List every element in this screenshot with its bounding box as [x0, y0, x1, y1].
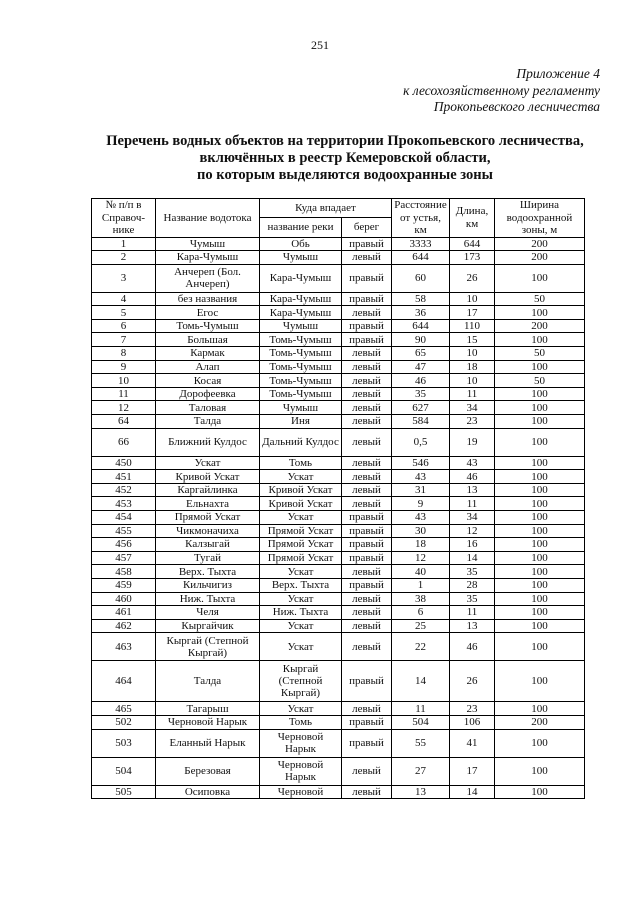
table-row [92, 319, 585, 333]
cell-name: Талда [156, 415, 260, 429]
cell-distance: 584 [392, 415, 450, 429]
cell-distance: 65 [392, 347, 450, 361]
cell-num: 1 [92, 237, 156, 251]
cell-length: 11 [450, 497, 495, 511]
header-bank: берег [342, 218, 392, 237]
cell-distance: 22 [392, 633, 450, 661]
cell-bank: правый [342, 661, 392, 702]
cell-name: Чикмоначиха [156, 524, 260, 538]
cell-length: 34 [450, 401, 495, 415]
cell-bank: правый [342, 333, 392, 347]
cell-distance: 11 [392, 702, 450, 716]
cell-bank: левый [342, 470, 392, 484]
cell-distance: 14 [392, 661, 450, 702]
cell-distance: 35 [392, 387, 450, 401]
cell-num: 3 [92, 264, 156, 292]
cell-width: 100 [495, 264, 585, 292]
cell-distance: 36 [392, 306, 450, 320]
cell-num: 5 [92, 306, 156, 320]
table-row [92, 511, 585, 525]
table-row [92, 428, 585, 456]
cell-width: 50 [495, 347, 585, 361]
cell-length: 43 [450, 456, 495, 470]
cell-num: 12 [92, 401, 156, 415]
cell-num: 11 [92, 387, 156, 401]
cell-river: Томь-Чумыш [260, 333, 342, 347]
cell-bank: левый [342, 785, 392, 799]
cell-distance: 644 [392, 319, 450, 333]
table-row [92, 633, 585, 661]
cell-length: 644 [450, 237, 495, 251]
cell-name: Кармак [156, 347, 260, 361]
cell-num: 66 [92, 428, 156, 456]
cell-width: 100 [495, 428, 585, 456]
cell-distance: 504 [392, 715, 450, 729]
table-row [92, 592, 585, 606]
cell-distance: 47 [392, 360, 450, 374]
cell-river: Ускат [260, 619, 342, 633]
cell-bank: левый [342, 483, 392, 497]
cell-river: Черновой Нарык [260, 729, 342, 757]
cell-bank: левый [342, 306, 392, 320]
cell-distance: 46 [392, 374, 450, 388]
cell-river: Иня [260, 415, 342, 429]
cell-distance: 644 [392, 251, 450, 265]
cell-distance: 1 [392, 578, 450, 592]
header-distance: Расстояние от устья, км [392, 199, 450, 238]
table-row [92, 715, 585, 729]
cell-river: Томь [260, 715, 342, 729]
cell-bank: левый [342, 757, 392, 785]
cell-width: 100 [495, 470, 585, 484]
cell-width: 100 [495, 415, 585, 429]
cell-bank: правый [342, 319, 392, 333]
table-row [92, 578, 585, 592]
cell-width: 100 [495, 702, 585, 716]
cell-name: Челя [156, 606, 260, 620]
title-line-3: по которым выделяются водоохранные зоны [197, 167, 493, 183]
cell-length: 41 [450, 729, 495, 757]
cell-bank: левый [342, 415, 392, 429]
cell-name: Алап [156, 360, 260, 374]
appendix-line-1: Приложение 4 [516, 66, 600, 81]
cell-distance: 9 [392, 497, 450, 511]
cell-num: 502 [92, 715, 156, 729]
table-row [92, 470, 585, 484]
cell-num: 64 [92, 415, 156, 429]
cell-width: 100 [495, 633, 585, 661]
cell-length: 18 [450, 360, 495, 374]
cell-bank: правый [342, 524, 392, 538]
cell-width: 100 [495, 785, 585, 799]
cell-length: 110 [450, 319, 495, 333]
cell-bank: левый [342, 347, 392, 361]
cell-name: Дорофеевка [156, 387, 260, 401]
cell-river: Кривой Ускат [260, 483, 342, 497]
cell-distance: 13 [392, 785, 450, 799]
cell-distance: 3333 [392, 237, 450, 251]
cell-river: Чумыш [260, 251, 342, 265]
table-row [92, 661, 585, 702]
appendix-caption [300, 66, 600, 116]
cell-river: Ускат [260, 511, 342, 525]
cell-distance: 30 [392, 524, 450, 538]
cell-name: Каргайлинка [156, 483, 260, 497]
table-row [92, 565, 585, 579]
cell-river: Кыргай (Степной Кыргай) [260, 661, 342, 702]
cell-num: 460 [92, 592, 156, 606]
cell-bank: левый [342, 374, 392, 388]
cell-num: 456 [92, 538, 156, 552]
cell-num: 459 [92, 578, 156, 592]
cell-length: 23 [450, 702, 495, 716]
cell-river: Ускат [260, 592, 342, 606]
cell-distance: 546 [392, 456, 450, 470]
cell-distance: 58 [392, 292, 450, 306]
cell-width: 100 [495, 360, 585, 374]
table-row [92, 606, 585, 620]
cell-length: 11 [450, 387, 495, 401]
cell-river: Томь-Чумыш [260, 387, 342, 401]
table-row [92, 456, 585, 470]
cell-width: 100 [495, 483, 585, 497]
cell-num: 454 [92, 511, 156, 525]
cell-name: Черновой Нарык [156, 715, 260, 729]
cell-length: 13 [450, 619, 495, 633]
cell-distance: 55 [392, 729, 450, 757]
cell-bank: правый [342, 511, 392, 525]
table-row [92, 483, 585, 497]
cell-name: Косая [156, 374, 260, 388]
cell-num: 464 [92, 661, 156, 702]
table-row [92, 264, 585, 292]
cell-num: 451 [92, 470, 156, 484]
cell-bank: правый [342, 237, 392, 251]
cell-name: Осиповка [156, 785, 260, 799]
cell-bank: правый [342, 551, 392, 565]
cell-bank: левый [342, 633, 392, 661]
table-row [92, 374, 585, 388]
cell-width: 100 [495, 401, 585, 415]
header-num: № п/п в Справоч-нике [92, 199, 156, 238]
cell-name: Тугай [156, 551, 260, 565]
cell-name: Анчереп (Бол. Анчереп) [156, 264, 260, 292]
cell-num: 461 [92, 606, 156, 620]
cell-length: 173 [450, 251, 495, 265]
table-row [92, 292, 585, 306]
cell-num: 503 [92, 729, 156, 757]
cell-river: Ускат [260, 470, 342, 484]
header-width: Ширина водоохранной зоны, м [495, 199, 585, 238]
table-row [92, 538, 585, 552]
cell-num: 10 [92, 374, 156, 388]
cell-bank: левый [342, 565, 392, 579]
table-row [92, 387, 585, 401]
cell-river: Томь-Чумыш [260, 374, 342, 388]
cell-distance: 43 [392, 511, 450, 525]
cell-distance: 18 [392, 538, 450, 552]
table-row [92, 551, 585, 565]
cell-bank: левый [342, 387, 392, 401]
cell-distance: 27 [392, 757, 450, 785]
cell-num: 6 [92, 319, 156, 333]
cell-distance: 0,5 [392, 428, 450, 456]
cell-river: Ускат [260, 702, 342, 716]
cell-bank: левый [342, 360, 392, 374]
cell-name: Прямой Ускат [156, 511, 260, 525]
cell-length: 35 [450, 565, 495, 579]
cell-river: Прямой Ускат [260, 551, 342, 565]
cell-num: 457 [92, 551, 156, 565]
table-row [92, 306, 585, 320]
cell-num: 4 [92, 292, 156, 306]
header-river-name: название реки [260, 218, 342, 237]
cell-name: Кыргайчик [156, 619, 260, 633]
cell-distance: 12 [392, 551, 450, 565]
cell-length: 10 [450, 374, 495, 388]
table-row [92, 237, 585, 251]
table-row [92, 702, 585, 716]
cell-name: Ниж. Тыхта [156, 592, 260, 606]
cell-num: 465 [92, 702, 156, 716]
cell-num: 504 [92, 757, 156, 785]
cell-width: 100 [495, 306, 585, 320]
cell-distance: 40 [392, 565, 450, 579]
cell-distance: 60 [392, 264, 450, 292]
table-row [92, 524, 585, 538]
cell-width: 100 [495, 606, 585, 620]
cell-river: Ускат [260, 565, 342, 579]
cell-num: 450 [92, 456, 156, 470]
cell-bank: правый [342, 715, 392, 729]
cell-num: 453 [92, 497, 156, 511]
document-title [60, 133, 630, 184]
cell-length: 10 [450, 292, 495, 306]
cell-length: 106 [450, 715, 495, 729]
cell-length: 46 [450, 470, 495, 484]
cell-length: 17 [450, 757, 495, 785]
cell-bank: левый [342, 428, 392, 456]
cell-num: 7 [92, 333, 156, 347]
table-row [92, 401, 585, 415]
cell-bank: левый [342, 251, 392, 265]
cell-river: Верх. Тыхта [260, 578, 342, 592]
cell-length: 10 [450, 347, 495, 361]
cell-num: 462 [92, 619, 156, 633]
cell-width: 100 [495, 578, 585, 592]
cell-name: Тагарыш [156, 702, 260, 716]
cell-length: 13 [450, 483, 495, 497]
cell-name: Егос [156, 306, 260, 320]
cell-name: Ближний Кулдос [156, 428, 260, 456]
cell-river: Чумыш [260, 401, 342, 415]
cell-length: 23 [450, 415, 495, 429]
cell-river: Кара-Чумыш [260, 292, 342, 306]
cell-width: 100 [495, 524, 585, 538]
cell-num: 452 [92, 483, 156, 497]
cell-width: 100 [495, 661, 585, 702]
cell-length: 14 [450, 551, 495, 565]
cell-width: 100 [495, 387, 585, 401]
cell-river: Обь [260, 237, 342, 251]
cell-name: Томь-Чумыш [156, 319, 260, 333]
cell-width: 100 [495, 592, 585, 606]
table-body [92, 237, 585, 799]
cell-num: 463 [92, 633, 156, 661]
header-length: Длина, км [450, 199, 495, 238]
cell-width: 100 [495, 729, 585, 757]
cell-width: 100 [495, 619, 585, 633]
table-row [92, 785, 585, 799]
cell-name: Кильчигиз [156, 578, 260, 592]
cell-bank: правый [342, 538, 392, 552]
cell-length: 14 [450, 785, 495, 799]
cell-num: 505 [92, 785, 156, 799]
cell-name: Кара-Чумыш [156, 251, 260, 265]
table-row [92, 497, 585, 511]
cell-length: 19 [450, 428, 495, 456]
cell-num: 458 [92, 565, 156, 579]
cell-bank: левый [342, 619, 392, 633]
cell-width: 200 [495, 319, 585, 333]
cell-length: 17 [450, 306, 495, 320]
cell-width: 100 [495, 511, 585, 525]
water-objects-table [91, 198, 585, 799]
cell-name: без названия [156, 292, 260, 306]
header-name: Название водотока [156, 199, 260, 238]
cell-name: Чумыш [156, 237, 260, 251]
cell-bank: правый [342, 264, 392, 292]
cell-length: 35 [450, 592, 495, 606]
cell-distance: 43 [392, 470, 450, 484]
cell-bank: правый [342, 578, 392, 592]
cell-river: Кара-Чумыш [260, 306, 342, 320]
cell-bank: левый [342, 497, 392, 511]
cell-bank: левый [342, 592, 392, 606]
cell-distance: 31 [392, 483, 450, 497]
table-row [92, 757, 585, 785]
cell-river: Ниж. Тыхта [260, 606, 342, 620]
cell-width: 200 [495, 237, 585, 251]
cell-river: Чумыш [260, 319, 342, 333]
cell-length: 26 [450, 264, 495, 292]
cell-name: Талда [156, 661, 260, 702]
cell-name: Березовая [156, 757, 260, 785]
title-line-2: включённых в реестр Кемеровской области, [199, 150, 491, 166]
cell-num: 455 [92, 524, 156, 538]
cell-distance: 90 [392, 333, 450, 347]
cell-length: 26 [450, 661, 495, 702]
cell-bank: левый [342, 606, 392, 620]
cell-length: 15 [450, 333, 495, 347]
table-row [92, 347, 585, 361]
cell-river: Черновой [260, 785, 342, 799]
cell-river: Дальний Кулдос [260, 428, 342, 456]
cell-length: 11 [450, 606, 495, 620]
header-flows-into: Куда впадает [260, 199, 392, 218]
table-row [92, 729, 585, 757]
cell-width: 100 [495, 456, 585, 470]
cell-width: 100 [495, 757, 585, 785]
table-row [92, 333, 585, 347]
cell-length: 16 [450, 538, 495, 552]
cell-width: 100 [495, 565, 585, 579]
cell-river: Томь-Чумыш [260, 347, 342, 361]
cell-name: Кыргай (Степной Кыргай) [156, 633, 260, 661]
cell-distance: 627 [392, 401, 450, 415]
cell-river: Прямой Ускат [260, 524, 342, 538]
cell-length: 46 [450, 633, 495, 661]
cell-bank: левый [342, 702, 392, 716]
cell-num: 8 [92, 347, 156, 361]
cell-num: 9 [92, 360, 156, 374]
cell-bank: правый [342, 729, 392, 757]
page-number: 251 [311, 38, 329, 52]
cell-width: 200 [495, 251, 585, 265]
cell-distance: 6 [392, 606, 450, 620]
cell-name: Ельнахта [156, 497, 260, 511]
cell-river: Прямой Ускат [260, 538, 342, 552]
title-line-1: Перечень водных объектов на территории Прокопьевского лесничества, [106, 133, 584, 149]
cell-width: 50 [495, 292, 585, 306]
table-row [92, 360, 585, 374]
cell-name: Калзыгай [156, 538, 260, 552]
cell-river: Кривой Ускат [260, 497, 342, 511]
cell-num: 2 [92, 251, 156, 265]
table-row [92, 619, 585, 633]
cell-width: 200 [495, 715, 585, 729]
cell-length: 28 [450, 578, 495, 592]
cell-width: 100 [495, 538, 585, 552]
cell-river: Томь [260, 456, 342, 470]
table-row [92, 251, 585, 265]
cell-length: 12 [450, 524, 495, 538]
table-row [92, 415, 585, 429]
cell-width: 100 [495, 333, 585, 347]
cell-river: Ускат [260, 633, 342, 661]
cell-distance: 38 [392, 592, 450, 606]
cell-name: Кривой Ускат [156, 470, 260, 484]
cell-river: Черновой Нарык [260, 757, 342, 785]
cell-bank: левый [342, 456, 392, 470]
cell-name: Таловая [156, 401, 260, 415]
cell-river: Томь-Чумыш [260, 360, 342, 374]
cell-length: 34 [450, 511, 495, 525]
cell-bank: правый [342, 292, 392, 306]
cell-distance: 25 [392, 619, 450, 633]
table-header [92, 199, 585, 238]
cell-name: Еланный Нарык [156, 729, 260, 757]
cell-name: Большая [156, 333, 260, 347]
appendix-line-2: к лесохозяйственному регламенту [403, 82, 600, 98]
cell-name: Верх. Тыхта [156, 565, 260, 579]
appendix-line-3: Прокопьевского лесничества [433, 99, 600, 114]
cell-river: Кара-Чумыш [260, 264, 342, 292]
cell-width: 50 [495, 374, 585, 388]
cell-bank: левый [342, 401, 392, 415]
cell-name: Ускат [156, 456, 260, 470]
cell-width: 100 [495, 551, 585, 565]
cell-width: 100 [495, 497, 585, 511]
